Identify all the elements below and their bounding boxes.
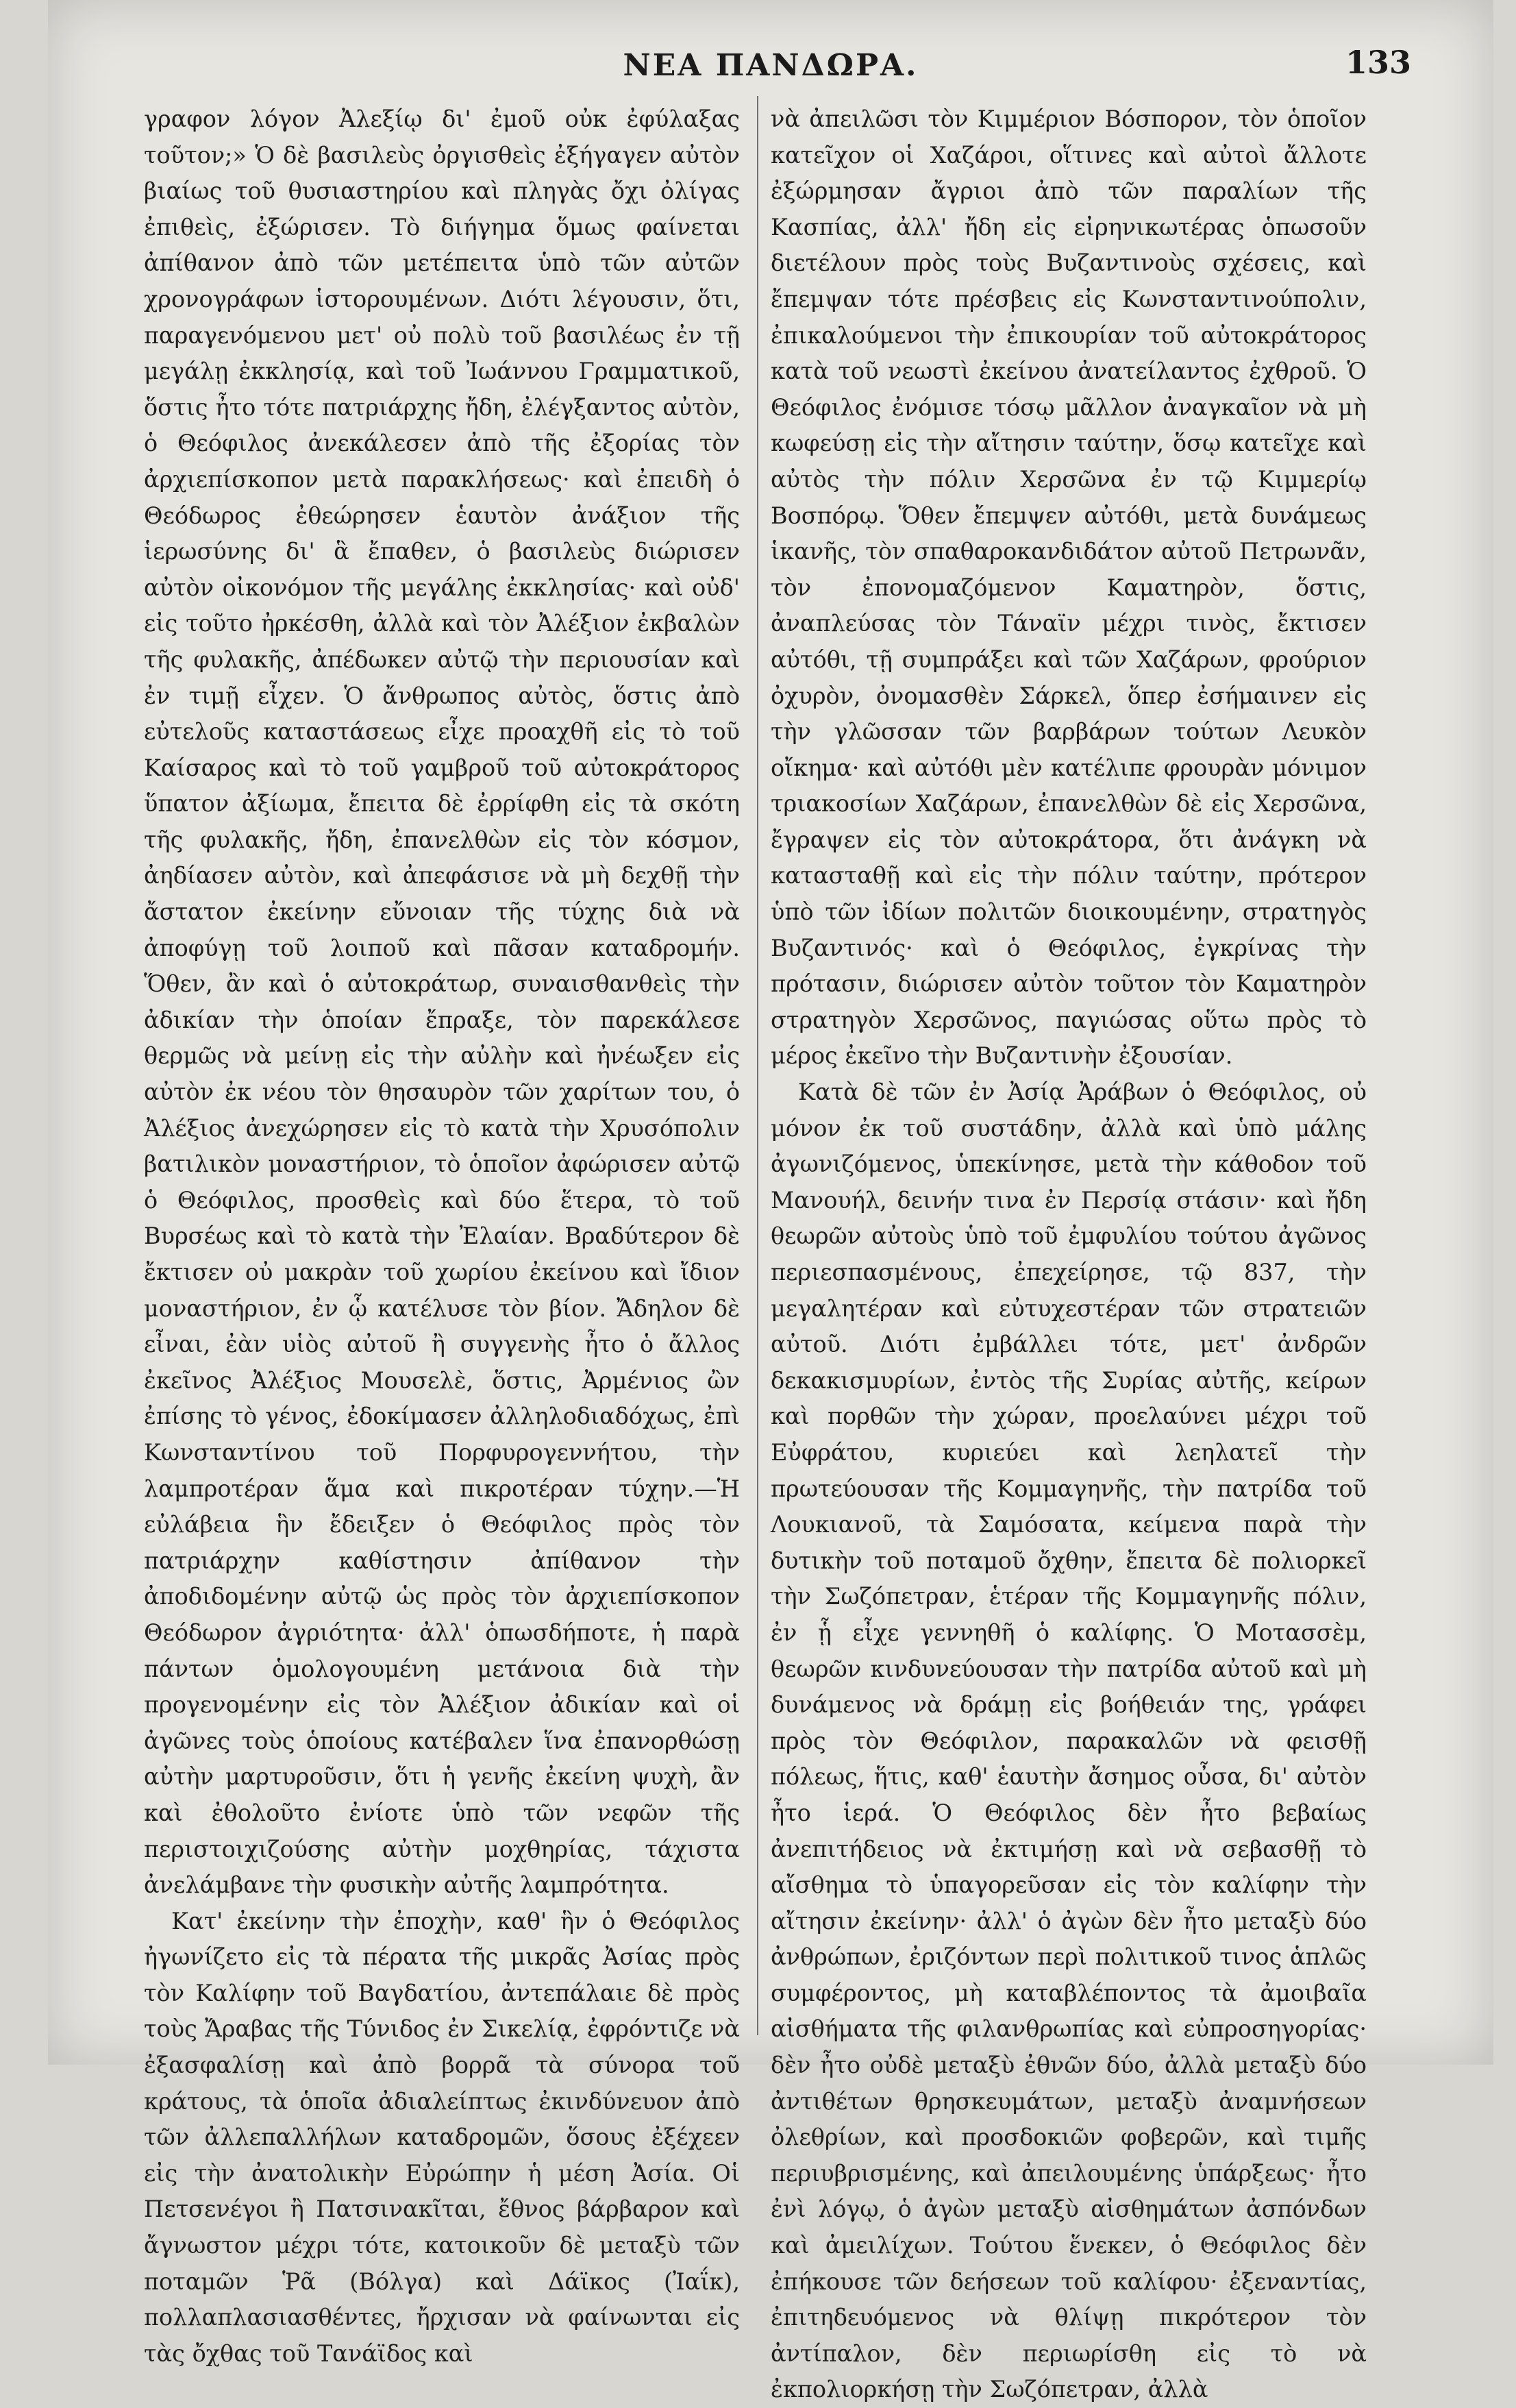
right-column	[771, 101, 1367, 2403]
running-title: ΝΕΑ ΠΑΝΔΩΡΑ.	[623, 48, 919, 83]
page-number: 133	[1345, 44, 1411, 81]
column-divider	[757, 96, 758, 2035]
left-paragraph-2: Κατ' ἐκείνην τὴν ἐποχὴν, καθ' ἣν ὁ Θεόφιλος ἠγωνίζετο εἰς τὰ πέρατα τῆς μικρᾶς Ἀσίας πρὸς τὸν Καλίφην τοῦ Βαγδατίου, ἀντεπάλαιε δὲ πρὸς τοὺς Ἄραβας τῆς Τύνιδος ἐν Σικελίᾳ, ἐφρόντιζε νὰ ἐξασφαλίσῃ καὶ ἀπὸ βορρᾶ τὰ σύνορα τοῦ κράτους, τὰ ὁποῖα ἀδιαλείπτως ἐκινδύνευον ἀπὸ τῶν ἀλλεπαλλήλων καταδρομῶν, ὅσους ἐξέχεεν εἰς τὴν ἀνατολικὴν Εὐρώπην ἡ μέση Ἀσία. Οἱ Πετσενέγοι ἢ Πατσινακῖται, ἔθνος βάρβαρον καὶ ἄγνωστον μέχρι τότε, κατοικοῦν δὲ μεταξὺ τῶν ποταμῶν Ῥᾶ (Βόλγα) καὶ Δάϊκος (Ἰαΐκ), πολλαπλασιασθέντες, ἤρχισαν νὰ φαίνωνται εἰς τὰς ὄχθας τοῦ Τανάϊδος καὶ	[144, 1907, 740, 2367]
right-paragraph-1: νὰ ἀπειλῶσι τὸν Κιμμέριον Βόσπορον, τὸν ὁποῖον κατεῖχον οἱ Χαζάροι, οἵτινες καὶ αὐτοὶ ἄλλοτε ἐξώρμησαν ἄγριοι ἀπὸ τῶν παραλίων τῆς Κασπίας, ἀλλ' ἤδη εἰς εἰρηνικωτέρας ὁπωσοῦν διετέλουν πρὸς τοὺς Βυζαντινοὺς σχέσεις, καὶ ἔπεμψαν τότε πρέσβεις εἰς Κωνσταντινούπολιν, ἐπικαλούμενοι τὴν ἐπικουρίαν τοῦ αὐτοκράτορος κατὰ τοῦ νεωστὶ ἐκείνου ἀνατείλαντος ἐχθροῦ. Ὁ Θεόφιλος ἐνόμισε τόσῳ μᾶλλον ἀναγκαῖον νὰ μὴ κωφεύσῃ εἰς τὴν αἴτησιν ταύτην, ὅσῳ κατεῖχε καὶ αὐτὸς τὴν πόλιν Χερσῶνα ἐν τῷ Κιμμερίῳ Βοσπόρῳ. Ὅθεν ἔπεμψεν αὐτόθι, μετὰ δυνάμεως ἱκανῆς, τὸν σπαθαροκανδιδάτον αὐτοῦ Πετρωνᾶν, τὸν ἐπονομαζόμενον Καματηρὸν, ὅστις, ἀναπλεύσας τὸν Τάναϊν μέχρι τινὸς, ἔκτισεν αὐτόθι, τῇ συμπράξει καὶ τῶν Χαζάρων, φρούριον ὀχυρὸν, ὀνομασθὲν Σάρκελ, ὅπερ ἐσήμαινεν εἰς τὴν γλῶσσαν τῶν βαρβάρων τούτων Λευκὸν οἴκημα· καὶ αὐτόθι μὲν κατέλιπε φρουρὰν μόνιμον τριακοσίων Χαζάρων, ἐπανελθὼν δὲ εἰς Χερσῶνα, ἔγραψεν εἰς τὸν αὐτοκράτορα, ὅτι ἀνάγκη νὰ κατασταθῇ καὶ εἰς τὴν πόλιν ταύτην, πρότερον ὑπὸ τῶν ἰδίων πολιτῶν διοικουμένην, στρατηγὸς Βυζαντινός· καὶ ὁ Θεόφιλος, ἐγκρίνας τὴν πρότασιν, διώρισεν αὐτὸν τοῦτον τὸν Καματηρὸν στρατηγὸν Χερσῶνος, παγιώσας οὕτω πρὸς τὸ μέρος ἐκεῖνο τὴν Βυζαντινὴν ἐξουσίαν.	[771, 106, 1367, 1070]
page-header	[48, 44, 1493, 96]
right-paragraph-2: Κατὰ δὲ τῶν ἐν Ἀσίᾳ Ἀράβων ὁ Θεόφιλος, οὐ μόνον ἐκ τοῦ συστάδην, ἀλλὰ καὶ ὑπὸ μάλης ἀγωνιζόμενος, ὑπεκίνησε, μετὰ τὴν κάθοδον τοῦ Μανουήλ, δεινήν τινα ἐν Περσίᾳ στάσιν· καὶ ἤδη θεωρῶν αὐτοὺς ὑπὸ τοῦ ἐμφυλίου τούτου ἀγῶνος περιεσπασμένους, ἐπεχείρησε, τῷ 837, τὴν μεγαλητέραν καὶ εὐτυχεστέραν τῶν στρατειῶν αὐτοῦ. Διότι ἐμβάλλει τότε, μετ' ἀνδρῶν δεκακισμυρίων, ἐντὸς τῆς Συρίας αὐτῆς, κείρων καὶ πορθῶν τὴν χώραν, προελαύνει μέχρι τοῦ Εὐφράτου, κυριεύει καὶ λεηλατεῖ τὴν πρωτεύουσαν τῆς Κομμαγηνῆς, τὴν πατρίδα τοῦ Λουκιανοῦ, τὰ Σαμόσατα, κείμενα παρὰ τὴν δυτικὴν τοῦ ποταμοῦ ὄχθην, ἔπειτα δὲ πολιορκεῖ τὴν Σωζόπετραν, ἑτέραν τῆς Κομμαγηνῆς πόλιν, ἐν ᾗ εἶχε γεννηθῆ ὁ καλίφης. Ὁ Μοτασσὲμ, θεωρῶν κινδυνεύουσαν τὴν πατρίδα αὐτοῦ καὶ μὴ δυνάμενος νὰ δράμῃ εἰς βοήθειάν της, γράφει πρὸς τὸν Θεόφιλον, παρακαλῶν νὰ φεισθῇ πόλεως, ἥτις, καθ' ἑαυτὴν ἄσημος οὖσα, δι' αὐτὸν ἦτο ἱερά. Ὁ Θεόφιλος δὲν ἦτο βεβαίως ἀνεπιτήδειος νὰ ἐκτιμήσῃ καὶ νὰ σεβασθῇ τὸ αἴσθημα τὸ ὑπαγορεῦσαν εἰς τὸν καλίφην τὴν αἴτησιν ἐκείνην· ἀλλ' ὁ ἀγὼν δὲν ἦτο μεταξὺ δύο ἀνθρώπων, ἐριζόντων περὶ πολιτικοῦ τινος ἁπλῶς συμφέροντος, μὴ καταβλέποντος τὰ ἀμοιβαῖα αἰσθήματα τῆς φιλανθρωπίας καὶ εὐπροσηγορίας· δὲν ἦτο οὐδὲ μεταξὺ ἐθνῶν δύο, ἀλλὰ μεταξὺ δύο ἀντιθέτων θρησκευμάτων, μεταξὺ ἀναμνήσεων ὀλεθρίων, καὶ προσδοκιῶν φοβερῶν, καὶ τιμῆς περιυβρισμένης, καὶ ἀπειλουμένης ὑπάρξεως· ἦτο ἐνὶ λόγῳ, ὁ ἀγὼν μεταξὺ αἰσθημάτων ἀσπόνδων καὶ ἀμειλίχων. Τούτου ἕνεκεν, ὁ Θεόφιλος δὲν ἐπήκουσε τῶν δεήσεων τοῦ καλίφου· ἐξεναντίας, ἐπιτηδευόμενος νὰ θλίψῃ πικρότερον τὸν ἀντίπαλον, δὲν περιωρίσθη εἰς τὸ νὰ ἐκπολιορκήσῃ τὴν Σωζόπετραν, ἀλλὰ	[771, 1079, 1367, 2403]
left-column	[144, 101, 740, 2367]
newspaper-page	[48, 0, 1493, 2403]
left-paragraph-1: γραφον λόγον Ἀλεξίῳ δι' ἐμοῦ οὐκ ἐφύλαξας τοῦτον;» Ὁ δὲ βασιλεὺς ὀργισθεὶς ἐξήγαγεν αὐτὸν βιαίως τοῦ θυσιαστηρίου καὶ πληγὰς ὄχι ὀλίγας ἐπιθεὶς, ἐξώρισεν. Τὸ διήγημα ὅμως φαίνεται ἀπίθανον ἀπὸ τῶν μετέπειτα ὑπὸ τῶν αὐτῶν χρονογράφων ἱστορουμένων. Διότι λέγουσιν, ὅτι, παραγενόμενου μετ' οὐ πολὺ τοῦ βασιλέως ἐν τῇ μεγάλῃ ἐκκλησίᾳ, καὶ τοῦ Ἰωάννου Γραμματικοῦ, ὅστις ἦτο τότε πατριάρχης ἤδη, ἐλέγξαντος αὐτὸν, ὁ Θεόφιλος ἀνεκάλεσεν ἀπὸ τῆς ἐξορίας τὸν ἀρχιεπίσκοπον μετὰ παρακλήσεως· καὶ ἐπειδὴ ὁ Θεόδωρος ἐθεώρησεν ἑαυτὸν ἀνάξιον τῆς ἱερωσύνης δι' ἃ ἔπαθεν, ὁ βασιλεὺς διώρισεν αὐτὸν οἰκονόμον τῆς μεγάλης ἐκκλησίας· καὶ οὐδ' εἰς τοῦτο ἠρκέσθη, ἀλλὰ καὶ τὸν Ἀλέξιον ἐκβαλὼν τῆς φυλακῆς, ἀπέδωκεν αὐτῷ τὴν περιουσίαν καὶ ἐν τιμῇ εἶχεν. Ὁ ἄνθρωπος αὐτὸς, ὅστις ἀπὸ εὐτελοῦς καταστάσεως εἶχε προαχθῆ εἰς τὸ τοῦ Καίσαρος καὶ τὸ τοῦ γαμβροῦ τοῦ αὐτοκράτορος ὕπατον ἀξίωμα, ἔπειτα δὲ ἐρρίφθη εἰς τὰ σκότη τῆς φυλακῆς, ἤδη, ἐπανελθὼν εἰς τὸν κόσμον, ἀηδίασεν αὐτὸν, καὶ ἀπεφάσισε νὰ μὴ δεχθῇ τὴν ἄστατον ἐκείνην εὔνοιαν τῆς τύχης διὰ νὰ ἀποφύγῃ τοῦ λοιποῦ καὶ πᾶσαν καταδρομήν. Ὅθεν, ἂν καὶ ὁ αὐτοκράτωρ, συναισθανθεὶς τὴν ἀδικίαν τὴν ὁποίαν ἔπραξε, τὸν παρεκάλεσε θερμῶς νὰ μείνῃ εἰς τὴν αὐλὴν καὶ ἠνέωξεν εἰς αὐτὸν ἐκ νέου τὸν θησαυρὸν τῶν χαρίτων του, ὁ Ἀλέξιος ἀνεχώρησεν εἰς τὸ κατὰ τὴν Χρυσόπολιν βατιλικὸν μοναστήριον, τὸ ὁποῖον ἀφώρισεν αὐτῷ ὁ Θεόφιλος, προσθεὶς καὶ δύο ἕτερα, τὸ τοῦ Βυρσέως καὶ τὸ κατὰ τὴν Ἐλαίαν. Βραδύτερον δὲ ἔκτισεν οὐ μακρὰν τοῦ χωρίου ἐκείνου καὶ ἴδιον μοναστήριον, ἐν ᾧ κατέλυσε τὸν βίον. Ἄδηλον δὲ εἶναι, ἐὰν υἱὸς αὐτοῦ ἢ συγγενὴς ἦτο ὁ ἄλλος ἐκεῖνος Ἀλέξιος Μουσελὲ, ὅστις, Ἀρμένιος ὢν ἐπίσης τὸ γένος, ἐδοκίμασεν ἀλληλοδιαδόχως, ἐπὶ Κωνσταντίνου τοῦ Πορφυρογεννήτου, τὴν λαμπροτέραν ἅμα καὶ πικροτέραν τύχην.—Ἡ εὐλάβεια ἣν ἔδειξεν ὁ Θεόφιλος πρὸς τὸν πατριάρχην καθίστησιν ἀπίθανον τὴν ἀποδιδομένην αὐτῷ ὡς πρὸς τὸν ἀρχιεπίσκοπον Θεόδωρον ἀγριότητα· ἀλλ' ὁπωσδήποτε, ἡ παρὰ πάντων ὁμολογουμένη μετάνοια διὰ τὴν προγενομένην εἰς τὸν Ἀλέξιον ἀδικίαν καὶ οἱ ἀγῶνες τοὺς ὁποίους κατέβαλεν ἵνα ἐπανορθώσῃ αὐτὴν μαρτυροῦσιν, ὅτι ἡ γενῆς ἐκείνη ψυχὴ, ἂν καὶ ἐθολοῦτο ἐνίοτε ὑπὸ τῶν νεφῶν τῆς περιστοιχιζούσης αὐτὴν μοχθηρίας, τάχιστα ἀνελάμβανε τὴν φυσικὴν αὐτῆς λαμπρότητα.	[144, 106, 740, 1899]
